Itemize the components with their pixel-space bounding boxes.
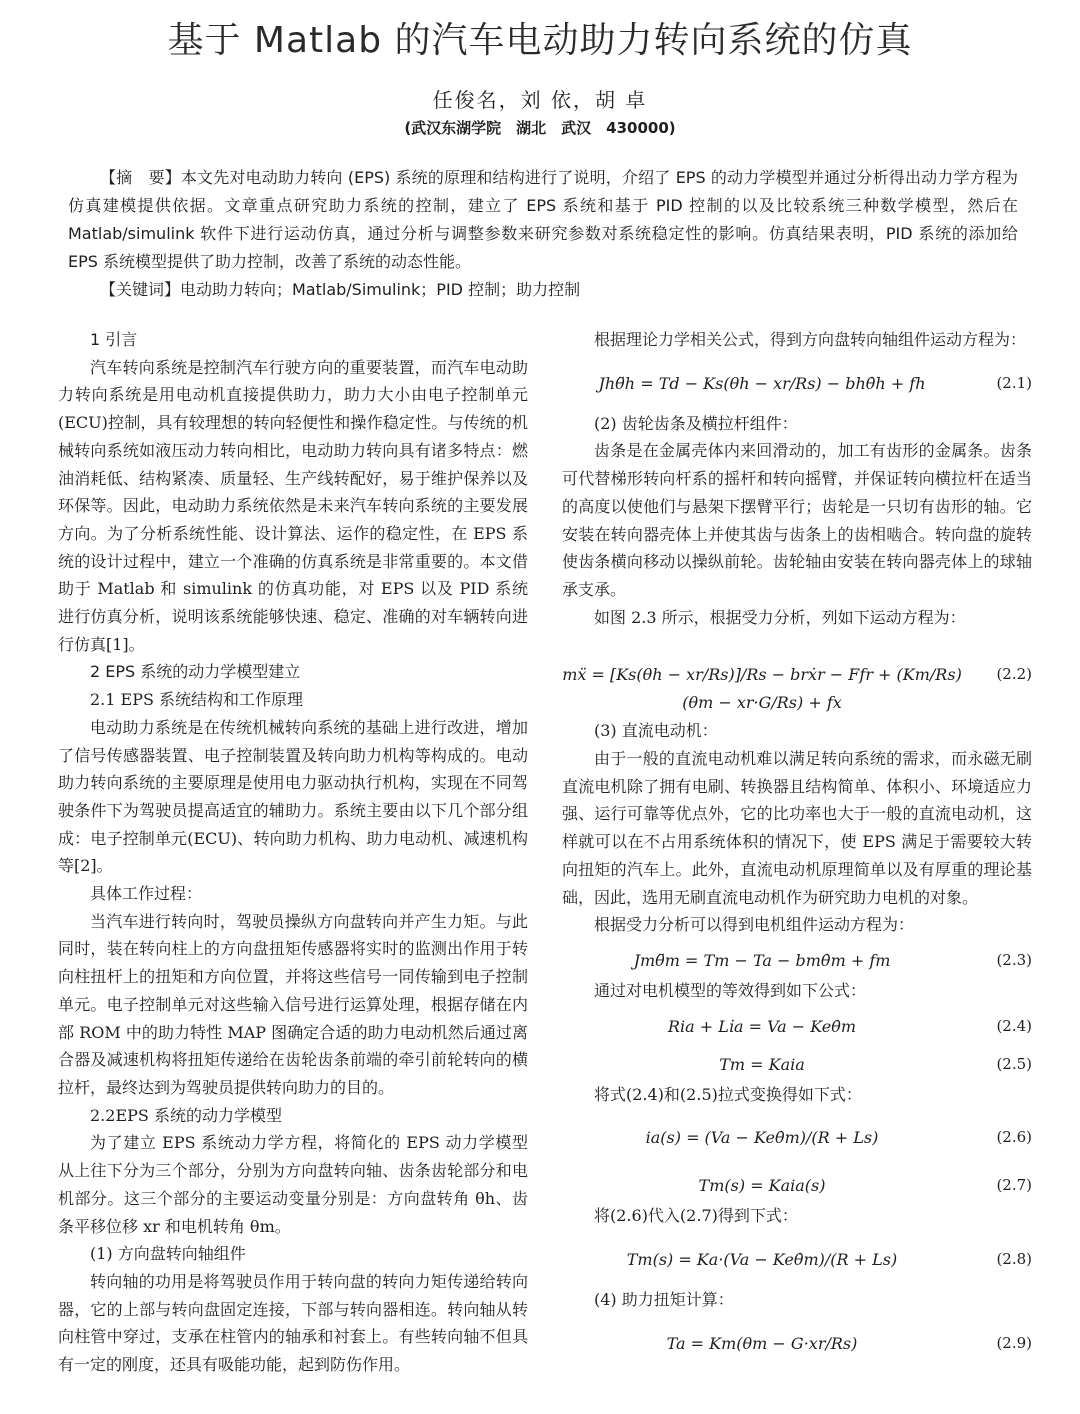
assist-torque-heading: (4) 助力扭矩计算： — [594, 1290, 734, 1310]
substitution-intro: 将(2.6)代入(2.7)得到下式： — [594, 1206, 798, 1226]
equation-2-7-number: (2.7) — [996, 1176, 1032, 1195]
right-column — [562, 326, 1032, 1370]
steering-shaft-paragraph: 转向轴的功用是将驾驶员作用于转向盘的转向力矩传递给转向器，它的上部与转向盘固定连接，下部与转向器相连。转向轴从转向柱管中穿过，支承在柱管内的轴承和衬套上。有些转向轴不但具有一定的刚度，还具有吸能功能，起到防伤作用。 — [58, 1271, 528, 1375]
equivalent-model-intro: 通过对电机模型的等效得到如下公式： — [594, 980, 867, 1000]
paper-affiliation: (武汉东湖学院 湖北 武汉 430000) — [404, 119, 676, 137]
motor-equation-intro: 根据受力分析可以得到电机组件运动方程为： — [594, 915, 915, 935]
equation-2-3-expr: Jmθ̈m = Tm − Ta − bmθ̇m + fm — [633, 950, 891, 970]
equation-2-5 — [562, 1043, 1032, 1081]
laplace-intro: 将式(2.4)和(2.5)拉式变换得如下式： — [594, 1084, 862, 1104]
equation-2-8-expr: Tm(s) = Ka·(Va − Keθ̇m)/(R + Ls) — [626, 1250, 898, 1270]
equation-2-6-expr: ia(s) = (Va − Keθ̇m)/(R + Ls) — [645, 1128, 879, 1148]
equation-2-7-expr: Tm(s) = Kaia(s) — [698, 1176, 826, 1196]
equation-2-2-expr: mẍ = [Ks(θh − xr/Rs)]/Rs − brẋr − Ffr + (Km/Rs)(θm − xr·G/Rs) + fx — [562, 665, 962, 713]
equation-2-1-expr: Jhθ̈h = Td − Ks(θh − xr/Rs) − bhθ̇h + fh — [598, 373, 926, 393]
section-2-2-heading: 2.2EPS 系统的动力学模型 — [90, 1105, 282, 1125]
section-2-2-paragraph: 为了建立 EPS 系统动力学方程，将简化的 EPS 动力学模型从上往下分为三个部分，分别为方向盘转向轴、齿条齿轮部分和电机部分。这三个部分的主要运动变量分别是：方向盘转角 θh、齿条平移位移 xr 和电机转角 θm。 — [58, 1133, 528, 1236]
rack-heading: (2) 齿轮齿条及横拉杆组件： — [594, 413, 798, 433]
keywords-text: 【关键词】电动助力转向；Matlab/Simulink；PID 控制；助力控制 — [100, 280, 581, 299]
equation-2-9-number: (2.9) — [996, 1333, 1032, 1352]
paper-authors: 任俊名，刘 依，胡 卓 — [432, 88, 648, 112]
left-column — [58, 326, 528, 1379]
equation-2-7 — [562, 1164, 1032, 1202]
rack-paragraph: 齿条是在金属壳体内来回滑动的，加工有齿形的金属条。齿条可代替梯形转向杆系的摇杆和转向摇臂，并保证转向横拉杆在适当的高度以使他们与悬架下摆臂平行；齿轮是一只切有齿形的轴。它安装在转向器壳体上并使其齿与齿条上的齿相啮合。转向盘的旋转使齿条横向移动以操纵前轮。齿轮轴由安装在转向器壳体上的球轴承支承。 — [562, 441, 1032, 599]
equation-2-9 — [562, 1314, 1032, 1370]
section-2-heading: 2 EPS 系统的动力学模型建立 — [90, 662, 301, 682]
equation-2-5-number: (2.5) — [996, 1054, 1032, 1073]
equation-2-4 — [562, 1005, 1032, 1043]
equation-2-1-number: (2.1) — [996, 373, 1032, 392]
equation-2-5-expr: Tm = Kaia — [719, 1054, 805, 1074]
section-2-1-paragraph: 电动助力系统是在传统机械转向系统的基础上进行改进，增加了信号传感器装置、电子控制装置及转向助力机构等构成的。电动助力转向系统的主要原理是使用电力驱动执行机构，实现在不同驾驶条件下为驾驶员提高适宜的辅助力。系统主要由以下几个部分组成：电子控制单元(ECU)、转向助力机构、助力电动机、减速机构等[2]。 — [58, 717, 528, 876]
equation-2-4-expr: Ria + Li̇a = Va − Keθ̇m — [667, 1016, 857, 1036]
dc-motor-heading: (3) 直流电动机： — [594, 721, 718, 741]
equation-2-6-number: (2.6) — [996, 1128, 1032, 1147]
work-process-label: 具体工作过程： — [90, 884, 203, 904]
equation-2-8 — [562, 1230, 1032, 1286]
dc-motor-paragraph: 由于一般的直流电动机难以满足转向系统的需求，而永磁无刷直流电机除了拥有电刷、转换器且结构简单、体积小、环境适应力强、运行可靠等优点外，它的比功率也大于一般的直流电动机，这样就可以在不占用系统体积的情况下，使 EPS 满足于需要较大转向扭矩的汽车上。此外，直流电动机原理简单以及有厚重的理论基础，因此，选用无刷直流电动机作为研究助力电机的对象。 — [562, 749, 1032, 907]
equation-2-2-number: (2.2) — [996, 665, 1032, 684]
paper-title: 基于 Matlab 的汽车电动助力转向系统的仿真 — [167, 20, 913, 61]
work-process-paragraph: 当汽车进行转向时，驾驶员操纵方向盘转向并产生力矩。与此同时，装在转向柱上的方向盘扭矩传感器将实时的监测出作用于转向柱扭杆上的扭矩和方向位置，并将这些信号一同传输到电子控制单元。电子控制单元对这些输入信号进行运算处理，根据存储在内部 ROM 中的助力特性 MAP 图确定合适的助力电动机然后通过离合器及减速机构将扭矩传递给在齿轮齿条前端的牵引前轮转向的横拉杆，最终达到为驾驶员提供转向助力的目的。 — [58, 911, 528, 1097]
section-1-heading: 1 引言 — [90, 330, 138, 349]
force-analysis-paragraph: 如图 2.3 所示，根据受力分析，列如下运动方程为： — [594, 607, 966, 627]
equation-2-4-number: (2.4) — [996, 1016, 1032, 1035]
equation-2-2 — [562, 631, 1032, 717]
abstract-text: 【摘 要】本文先对电动助力转向 (EPS) 系统的原理和结构进行了说明，介绍了 EPS 的动力学模型并通过分析得出动力学方程为仿真建模提供依据。文章重点研究助力系统的控制，建立了 EPS 系统和基于 PID 控制的以及比较系统三种数学模型，然后在 Matlab/simulink 软件下进行运动仿真，通过分析与调整参数来研究参数对系统稳定性的影响。仿真结果表明，PID 系统的添加给 EPS 系统模型提供了助力控制，改善了系统的动态性能。 — [68, 168, 1018, 271]
equation-2-3-number: (2.3) — [996, 950, 1032, 969]
section-2-1-heading: 2.1 EPS 系统结构和工作原理 — [90, 690, 304, 710]
equation-2-3 — [562, 939, 1032, 977]
abstract-block — [68, 164, 1018, 304]
steering-shaft-heading: (1) 方向盘转向轴组件 — [90, 1244, 246, 1264]
equation-2-8-number: (2.8) — [996, 1250, 1032, 1269]
section-1-paragraph: 汽车转向系统是控制汽车行驶方向的重要装置，而汽车电动助力转向系统是用电动机直接提供助力，助力大小由电子控制单元(ECU)控制，具有较理想的转向轻便性和操作稳定性。与传统的机械转向系统如液压动力转向相比，电动助力转向具有诸多特点：燃油消耗低、结构紧凑、质量轻、生产线转配好，易于维护保养以及环保等。因此，电动助力系统依然是未来汽车转向系统的主要发展方向。为了分析系统性能、设计算法、运作的稳定性，在 EPS 系统的设计过程中，建立一个准确的仿真系统是非常重要的。本文借助于 Matlab 和 simulink 的仿真功能，对 EPS 以及 PID 系统进行仿真分析，说明该系统能够快速、稳定、准确的对车辆转向进行仿真[1]。 — [58, 357, 528, 654]
equation-2-9-expr: Ta = Km(θm − G·xr/Rs) — [666, 1333, 858, 1353]
equation-2-1 — [562, 354, 1032, 410]
equation-2-6 — [562, 1108, 1032, 1164]
theory-paragraph: 根据理论力学相关公式，得到方向盘转向轴组件运动方程为： — [594, 330, 1027, 349]
